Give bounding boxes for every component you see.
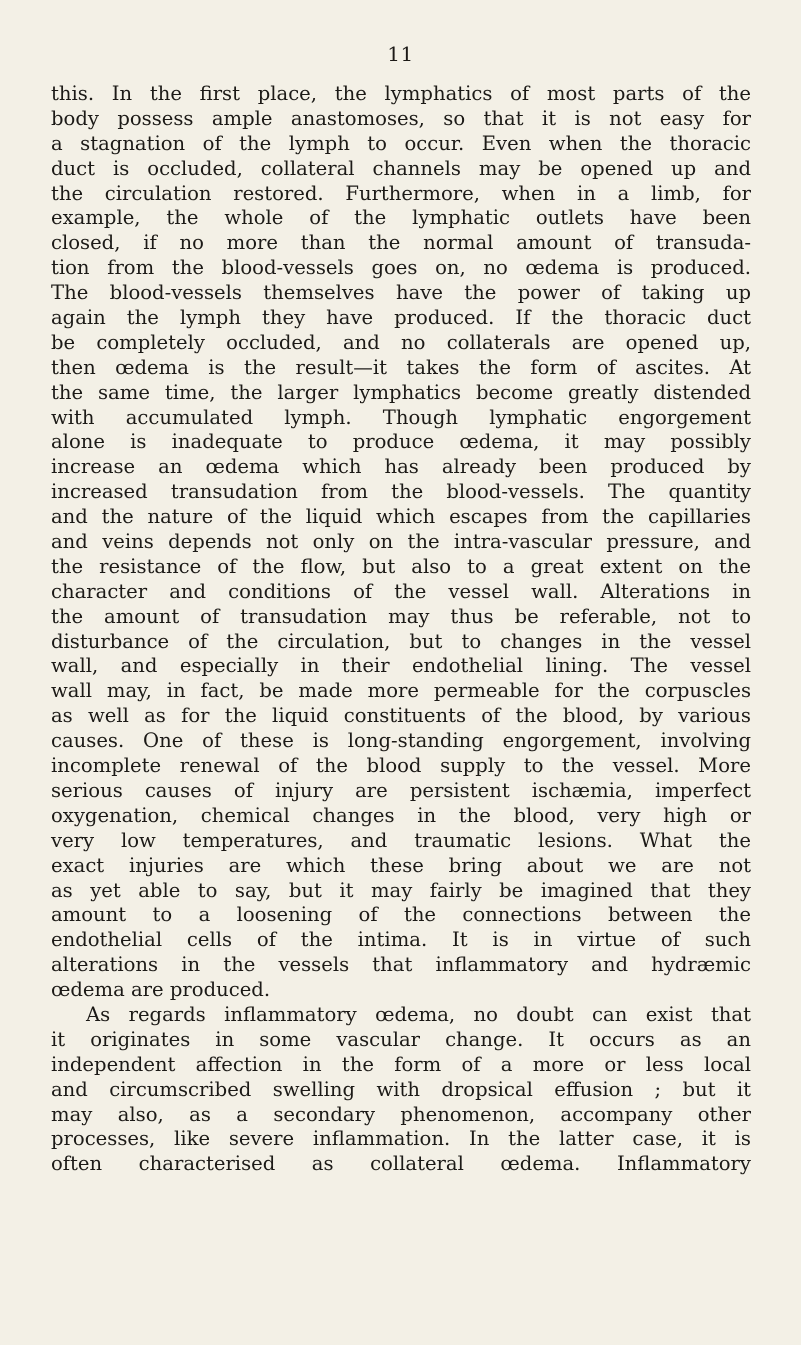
- text-line: wall may, in fact, be made more permeable for the corpuscles: [51, 679, 751, 703]
- text-line: a stagnation of the lymph to occur. Even when the thoracic: [51, 131, 751, 155]
- text-line: The blood-vessels themselves have the power of taking up: [51, 281, 751, 305]
- text-line: closed, if no more than the normal amount of transuda-: [51, 231, 751, 255]
- text-line: and veins depends not only on the intra-vascular pressure, and: [51, 530, 751, 554]
- text-line: it originates in some vascular change. It occurs as an: [51, 1027, 751, 1051]
- text-line: often characterised as collateral œdema. Inflammatory: [51, 1152, 751, 1176]
- text-line: as yet able to say, but it may fairly be imagined that they: [51, 878, 751, 902]
- text-line: increased transudation from the blood-vessels. The quantity: [51, 480, 751, 504]
- text-line: example, the whole of the lymphatic outlets have been: [51, 206, 751, 230]
- text-line: be completely occluded, and no collaterals are opened up,: [51, 330, 751, 354]
- text-line: duct is occluded, collateral channels may be opened up and: [51, 156, 751, 180]
- text-line: oxygenation, chemical changes in the blood, very high or: [51, 803, 751, 827]
- text-line: as well as for the liquid constituents of the blood, by various: [51, 704, 751, 728]
- page-number: 11: [387, 42, 414, 66]
- text-line: this. In the first place, the lymphatics of most parts of the: [51, 82, 751, 105]
- text-line: tion from the blood-vessels goes on, no œdema is produced.: [51, 256, 751, 280]
- text-line: with accumulated lymph. Though lymphatic engorgement: [51, 405, 751, 429]
- text-line: disturbance of the circulation, but to changes in the vessel: [51, 629, 751, 653]
- text-line: exact injuries are which these bring about we are not: [51, 853, 751, 877]
- text-line: the same time, the larger lymphatics become greatly distended: [51, 380, 751, 404]
- text-line: serious causes of injury are persistent ischæmia, imperfect: [51, 778, 751, 802]
- text-line: again the lymph they have produced. If the thoracic duct: [51, 306, 751, 330]
- text-line: causes. One of these is long-standing engorgement, involving: [51, 729, 751, 753]
- body-text: [51, 82, 751, 1177]
- text-line: œdema are produced.: [51, 978, 271, 1002]
- text-line: character and conditions of the vessel wall. Alterations in: [51, 579, 751, 603]
- text-line: wall, and especially in their endothelial lining. The vessel: [51, 654, 751, 678]
- text-line: very low temperatures, and traumatic lesions. What the: [51, 828, 751, 852]
- text-line: amount to a loosening of the connections between the: [51, 903, 751, 927]
- text-line: may also, as a secondary phenomenon, accompany other: [51, 1102, 751, 1126]
- text-line: As regards inflammatory œdema, no doubt can exist that: [86, 1002, 751, 1026]
- text-line: endothelial cells of the intima. It is in virtue of such: [51, 928, 751, 952]
- text-line: the resistance of the flow, but also to a great extent on the: [51, 554, 751, 578]
- text-line: the amount of transudation may thus be referable, not to: [51, 604, 751, 628]
- paragraph: [51, 1003, 751, 1177]
- text-line: then œdema is the result—it takes the form of ascites. At: [51, 355, 751, 379]
- text-line: body possess ample anastomoses, so that it is not easy for: [51, 106, 751, 130]
- text-line: incomplete renewal of the blood supply to the vessel. More: [51, 754, 751, 778]
- text-line: alone is inadequate to produce œdema, it may possibly: [51, 430, 751, 454]
- text-line: and circumscribed swelling with dropsical effusion ; but it: [51, 1077, 751, 1101]
- text-line: increase an œdema which has already been produced by: [51, 455, 751, 479]
- paragraph: [51, 82, 751, 1003]
- text-line: alterations in the vessels that inflammatory and hydræmic: [51, 953, 751, 977]
- text-line: and the nature of the liquid which escapes from the capillaries: [51, 505, 751, 529]
- text-line: independent affection in the form of a more or less local: [51, 1052, 751, 1076]
- text-line: processes, like severe inflammation. In the latter case, it is: [51, 1127, 751, 1151]
- text-line: the circulation restored. Furthermore, when in a limb, for: [51, 181, 751, 205]
